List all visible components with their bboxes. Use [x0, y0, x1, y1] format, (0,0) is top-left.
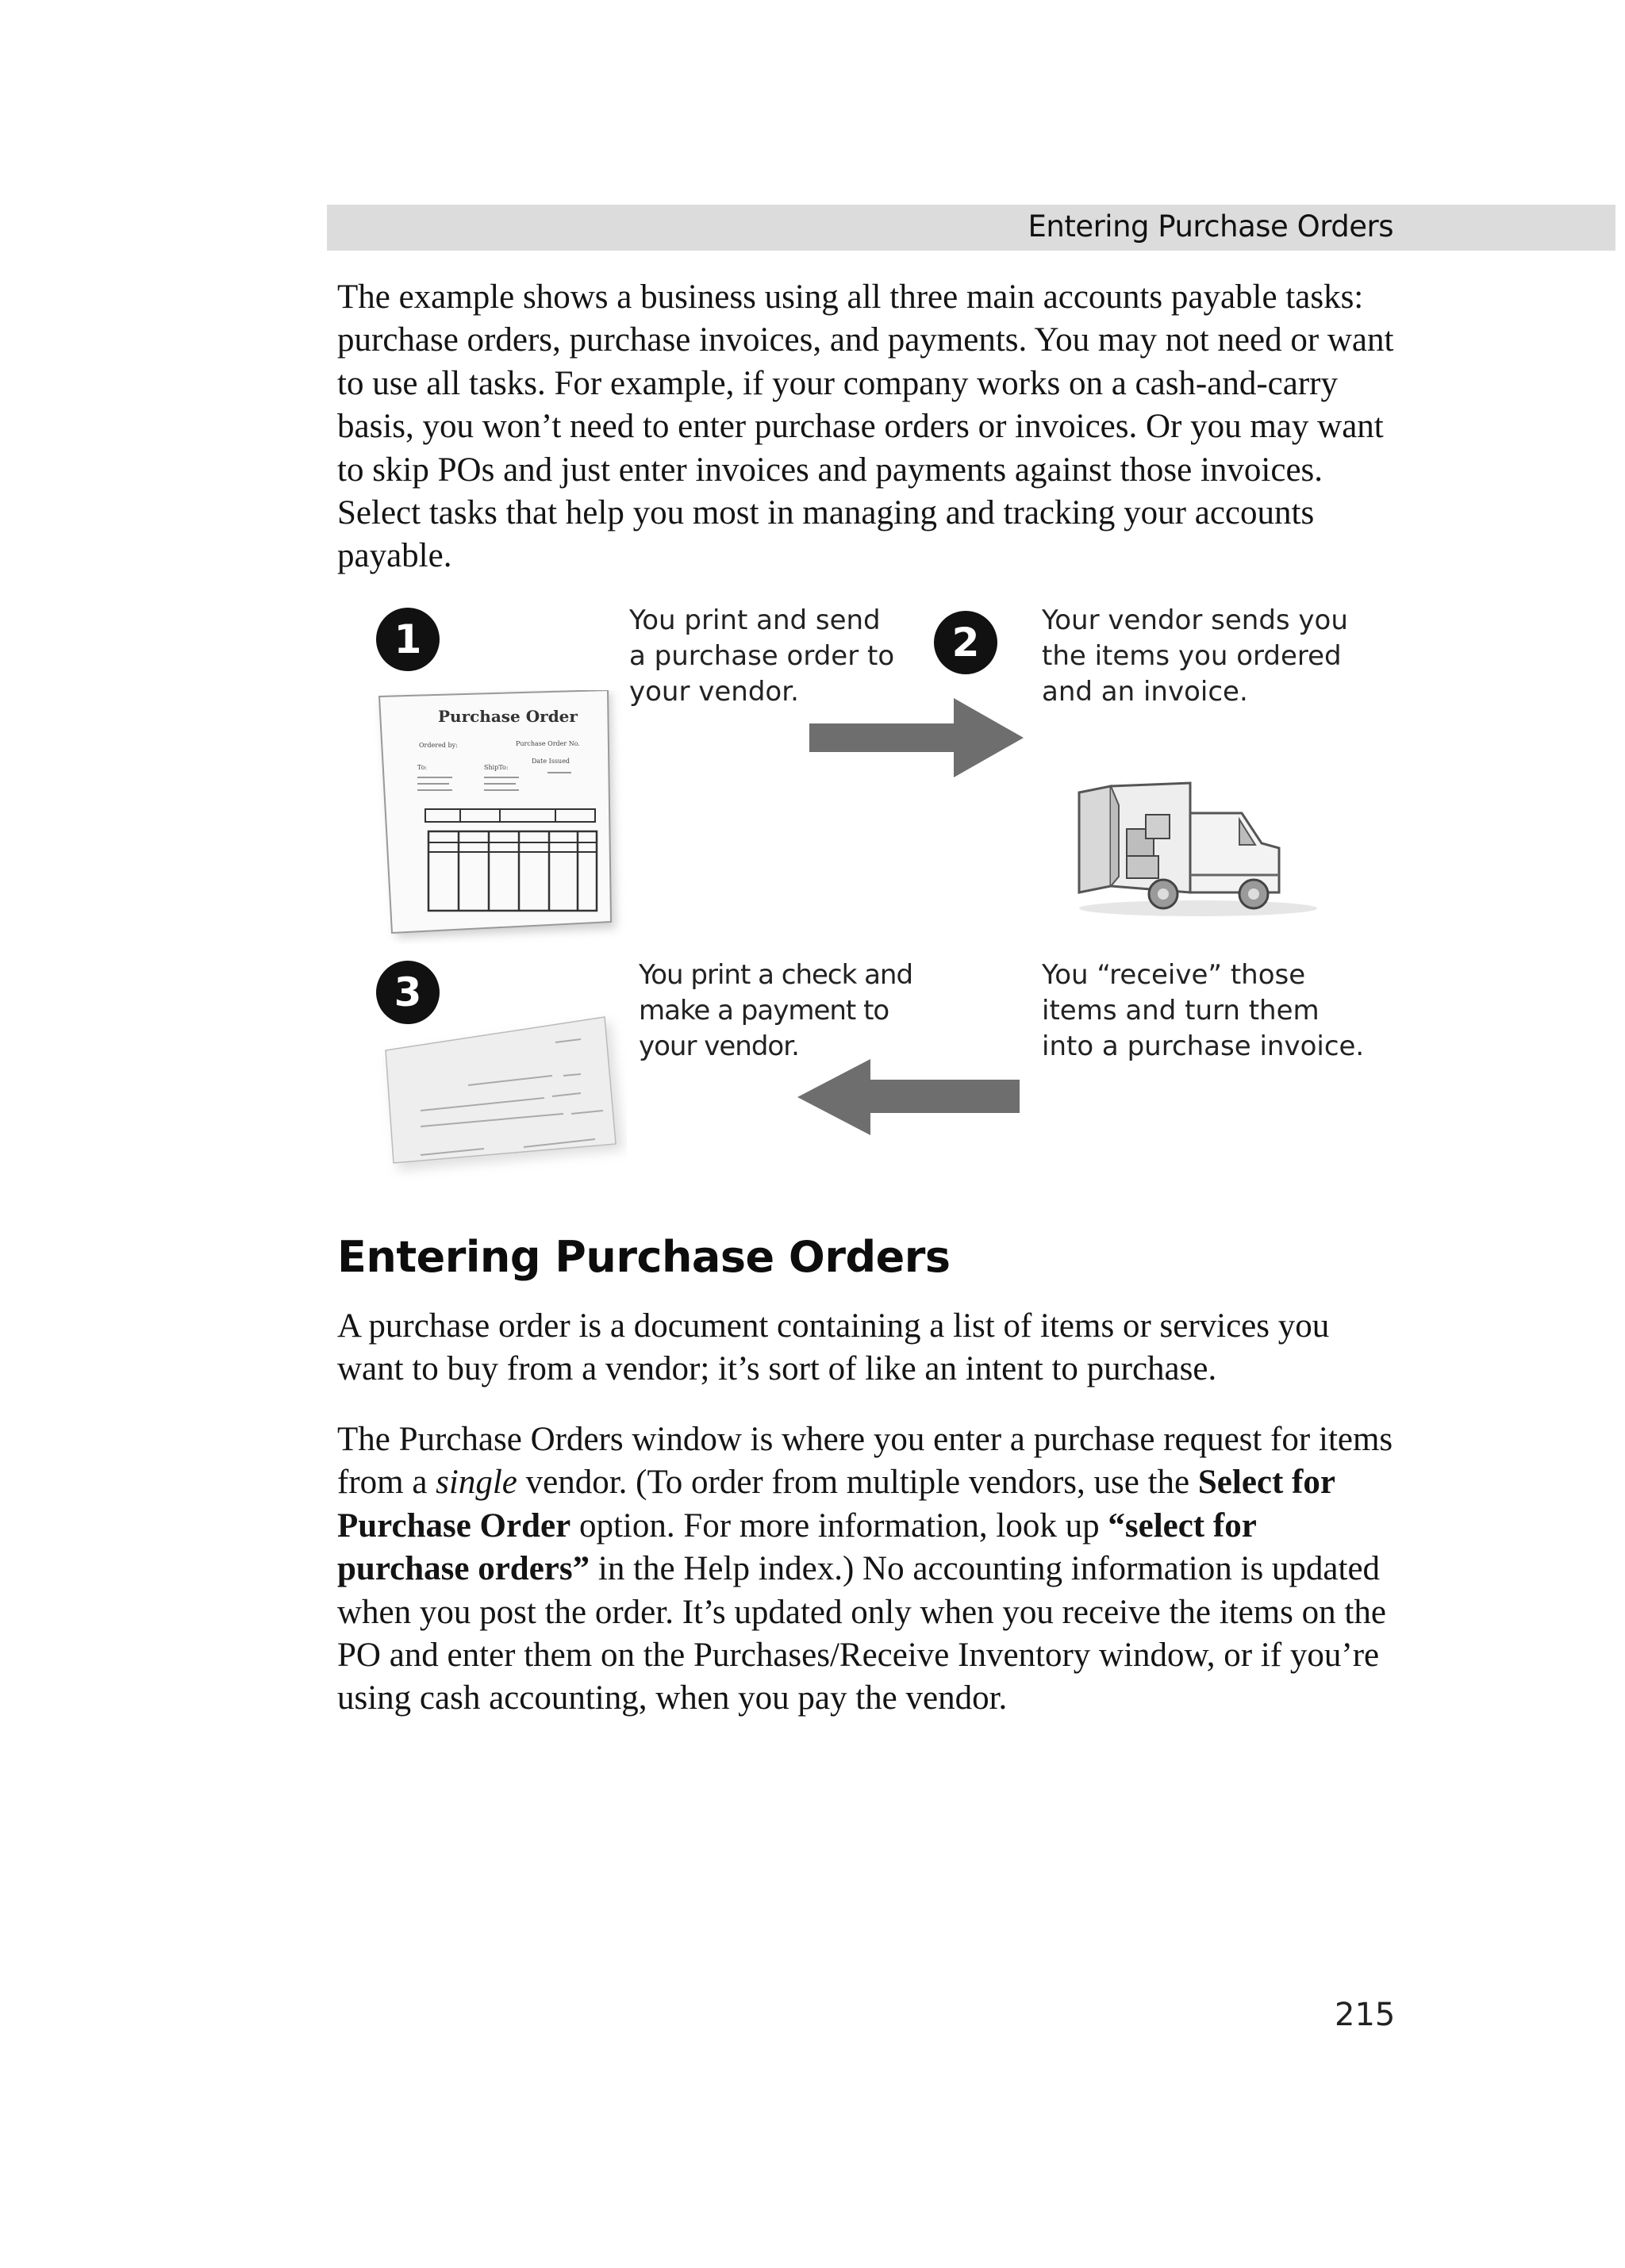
po-doc-to-label: To:: [417, 764, 428, 771]
po-doc-ship-to-label: ShipTo:: [484, 764, 509, 771]
section-paragraph-2: The Purchase Orders window is where you enter a purchase request for items from a single vendor. (To order from multiple vendors, use the Select for Purchase Order option. For more information, look up “select for purchase orders” in the Help index.) No accounting information is updated when you post the order. It’s updated only when you receive the items on the PO and enter them on the Purchases/Receive Inventory window, or if you’re using cash accounting, when you pay the vendor.: [337, 1421, 1393, 1717]
left-arrow-icon: [797, 1059, 1020, 1135]
running-header-bar: [327, 205, 1615, 251]
section-paragraph-1: A purchase order is a document containing a list of items or services you want to buy from a vendor; it’s sort of like an intent to purchase.: [337, 1307, 1330, 1388]
purchase-order-illustration: [373, 690, 627, 944]
step-3-caption: You print a check and make a payment to your vendor.: [639, 959, 913, 1062]
right-arrow-icon: [809, 698, 1024, 777]
section-heading: Entering Purchase Orders: [337, 1232, 951, 1282]
po-doc-title: Purchase Order: [438, 707, 578, 726]
running-header-title: Entering Purchase Orders: [1028, 209, 1393, 244]
step-3-badge: 3: [376, 961, 440, 1024]
check-illustration: [373, 1007, 627, 1182]
po-doc-ordered-by: Ordered by:: [419, 742, 458, 749]
step-2-badge: 2: [934, 611, 997, 674]
po-doc-number-label: Purchase Order No.: [516, 740, 580, 747]
step-2-caption: Your vendor sends you the items you ordered and an invoice.: [1042, 604, 1348, 708]
delivery-truck-icon: [1071, 781, 1325, 924]
receive-caption: You “receive” those items and turn them into a purchase invoice.: [1042, 959, 1365, 1062]
step-1-badge: 1: [376, 608, 440, 671]
step-1-caption: You print and send a purchase order to your vendor.: [629, 604, 895, 708]
intro-paragraph: The example shows a business using all three main accounts payable tasks: purchase orders, purchase invoices, and payments. You may not need or want to use all tasks. For example, if your company works on a cash-and-carry basis, you won’t need to enter purchase orders or invoices. Or you may want to skip POs and just enter invoices and payments against those invoices. Select tasks that help you most in managing and tracking your accounts payable.: [337, 278, 1394, 575]
page-number: 215: [1335, 1997, 1396, 2033]
po-doc-date-label: Date Issued: [532, 758, 570, 765]
